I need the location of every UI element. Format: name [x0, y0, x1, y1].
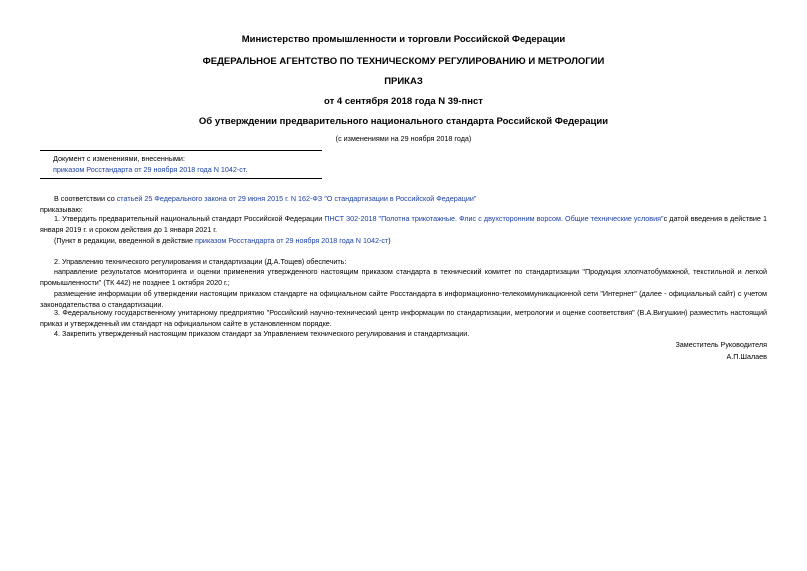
item-1-note-suffix: ) — [388, 236, 391, 245]
item-1-prefix: 1. Утвердить предварительный национальный стандарт Российской Федерации — [54, 214, 325, 223]
item-4-paragraph: 4. Закрепить утвержденный настоящим приказом стандарт за Управлением технического регулирования и стандартизации. — [54, 329, 470, 338]
item-1-paragraph — [40, 213, 767, 235]
signature-name: А.П.Шалаев — [726, 352, 767, 361]
changes-box-label: Документ с изменениями, внесенными: — [53, 154, 185, 163]
standard-link[interactable]: ПНСТ 302-2018 "Полотна трикотажные. Флис с двухсторонним ворсом. Общие технические условия" — [324, 214, 664, 223]
order-word: приказываю: — [40, 205, 83, 214]
item-3-paragraph: 3. Федеральному государственному унитарному предприятию "Российский научно-технический центр информации по стандартизации, метрологии и оценке соответствия" (В.А.Вигушкин) разместить настоящий приказ и утвержденный им стандарт на официальном сайте в установленном порядке. — [40, 308, 767, 328]
changes-box-bottom-rule — [40, 178, 322, 179]
federal-law-link[interactable]: статьей 25 Федерального закона от 29 июня 2015 г. N 162-ФЗ "О стандартизации в Российской Федерации" — [116, 194, 477, 203]
changes-box-top-rule — [40, 150, 322, 151]
item-2-sub-2: размещение информации об утверждении настоящим приказом стандарте на официальном сайте Росстандарта в информационно-телекоммуникационной сети "Интернет" (далее - официальный сайт) с учетом законодательства о стандартизации. — [40, 289, 767, 309]
item-1-note — [54, 235, 391, 246]
signature-position: Заместитель Руководителя — [675, 340, 767, 349]
item-2-paragraph: 2. Управлению технического регулирования и стандартизации (Д.А.Тощев) обеспечить: — [54, 257, 347, 266]
ministry-heading: Министерство промышленности и торговли Российской Федерации — [241, 34, 566, 45]
document-title: Об утверждении предварительного национального стандарта Российской Федерации — [198, 116, 609, 127]
revision-note: (с изменениями на 29 ноября 2018 года) — [335, 134, 472, 143]
doc-type-heading: ПРИКАЗ — [384, 76, 423, 87]
item-2-sub-1: направление результатов мониторинга и оценки применения утвержденного настоящим приказом стандарта в технический комитет по стандартизации "Продукция хлопчатобумажной, текстильной и легкой промышленности" (ТК 442) не позднее 1 октября 2020 г.; — [40, 267, 767, 287]
item-1-note-link[interactable]: приказом Росстандарта от 29 ноября 2018 года N 1042-ст — [195, 236, 389, 245]
preamble-prefix: В соответствии со — [54, 194, 117, 203]
date-number-heading: от 4 сентября 2018 года N 39-пнст — [324, 96, 483, 107]
changes-box-link[interactable]: приказом Росстандарта от 29 ноября 2018 года N 1042-ст. — [53, 165, 248, 174]
agency-heading: ФЕДЕРАЛЬНОЕ АГЕНТСТВО ПО ТЕХНИЧЕСКОМУ РЕГУЛИРОВАНИЮ И МЕТРОЛОГИИ — [202, 56, 605, 67]
item-1-suffix: с датой введения в действие 1 января 2019 г. и сроком действия до 1 января 2021 г. — [40, 214, 767, 234]
preamble-paragraph — [54, 193, 476, 204]
item-1-note-prefix: (Пункт в редакции, введенной в действие — [54, 236, 196, 245]
